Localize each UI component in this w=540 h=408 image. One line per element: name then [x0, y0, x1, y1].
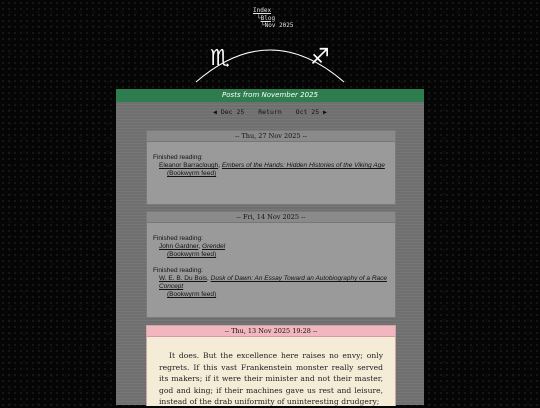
finished-label: Finished reading: — [153, 235, 203, 242]
post-date: -- Thu, 13 Nov 2025 19:28 -- — [147, 326, 395, 337]
bookwyrm-feed-link[interactable]: (Bookwyrm feed) — [167, 251, 217, 258]
separator: , — [207, 275, 211, 282]
next-month-link[interactable]: Oct 25 ▶ — [295, 108, 327, 116]
posts-column — [116, 89, 424, 405]
separator: , — [218, 162, 222, 169]
post-card — [146, 211, 396, 318]
finished-label: Finished reading: — [153, 267, 203, 274]
breadcrumb-current-month: Nov 2025 — [264, 22, 294, 29]
breadcrumb-month-row — [253, 22, 294, 30]
bookwyrm-feed-link[interactable]: (Bookwyrm feed) — [167, 170, 217, 177]
book-line — [153, 243, 389, 251]
post-card — [146, 325, 396, 406]
book-title-link[interactable]: Embers of the Hands: Hidden Histories of the Viking Age — [221, 162, 385, 169]
book-line — [153, 275, 389, 291]
breadcrumb-blog-row — [253, 15, 294, 23]
return-link[interactable]: Return — [258, 108, 282, 116]
breadcrumb-tick: └ — [261, 22, 265, 29]
post-card — [146, 130, 396, 205]
feed-line — [153, 291, 389, 299]
feed-line — [153, 170, 389, 178]
breadcrumb — [253, 7, 294, 30]
breadcrumb-blog-link[interactable]: Blog — [260, 14, 276, 22]
post-date: -- Thu, 27 Nov 2025 -- — [147, 131, 395, 142]
prev-month-link[interactable]: ◀ Dec 25 — [213, 108, 245, 116]
post-body — [147, 142, 395, 186]
book-title-link[interactable]: Dusk of Dawn: An Essay Toward an Autobiography of a Race Concept — [159, 275, 387, 290]
reading-entry — [153, 267, 389, 299]
post-date: -- Fri, 14 Nov 2025 -- — [147, 212, 395, 223]
bookwyrm-feed-link[interactable]: (Bookwyrm feed) — [167, 291, 217, 298]
feed-line — [153, 251, 389, 259]
month-banner: Posts from November 2025 — [116, 89, 424, 102]
separator: , — [198, 243, 203, 250]
breadcrumb-index-link[interactable]: Index — [253, 7, 272, 14]
breadcrumb-tick: └ — [257, 14, 261, 22]
reading-entry — [153, 235, 389, 259]
sagittarius-icon: ♐ — [310, 45, 330, 70]
author-link[interactable]: Eleanor Barraclough — [159, 162, 219, 169]
reading-entry — [153, 154, 389, 178]
author-link[interactable]: John Gardner — [159, 243, 199, 250]
scorpio-icon: ♏ — [210, 46, 230, 71]
post-text: It does. But the excellence here raises no envy; only regrets. If this vast Frankenstein monster really served its makers; if it were their minister and not their master, god and king; if their machines gave us rest and leisure, instead of the drab uniformity of uninteresting drudgery; — [159, 351, 383, 406]
post-body — [147, 223, 395, 307]
book-title-link[interactable]: Grendel — [202, 243, 226, 250]
month-nav — [116, 107, 424, 117]
book-line — [153, 162, 389, 170]
author-link[interactable]: W. E. B. Du Bois — [159, 275, 208, 282]
finished-label: Finished reading: — [153, 154, 203, 161]
